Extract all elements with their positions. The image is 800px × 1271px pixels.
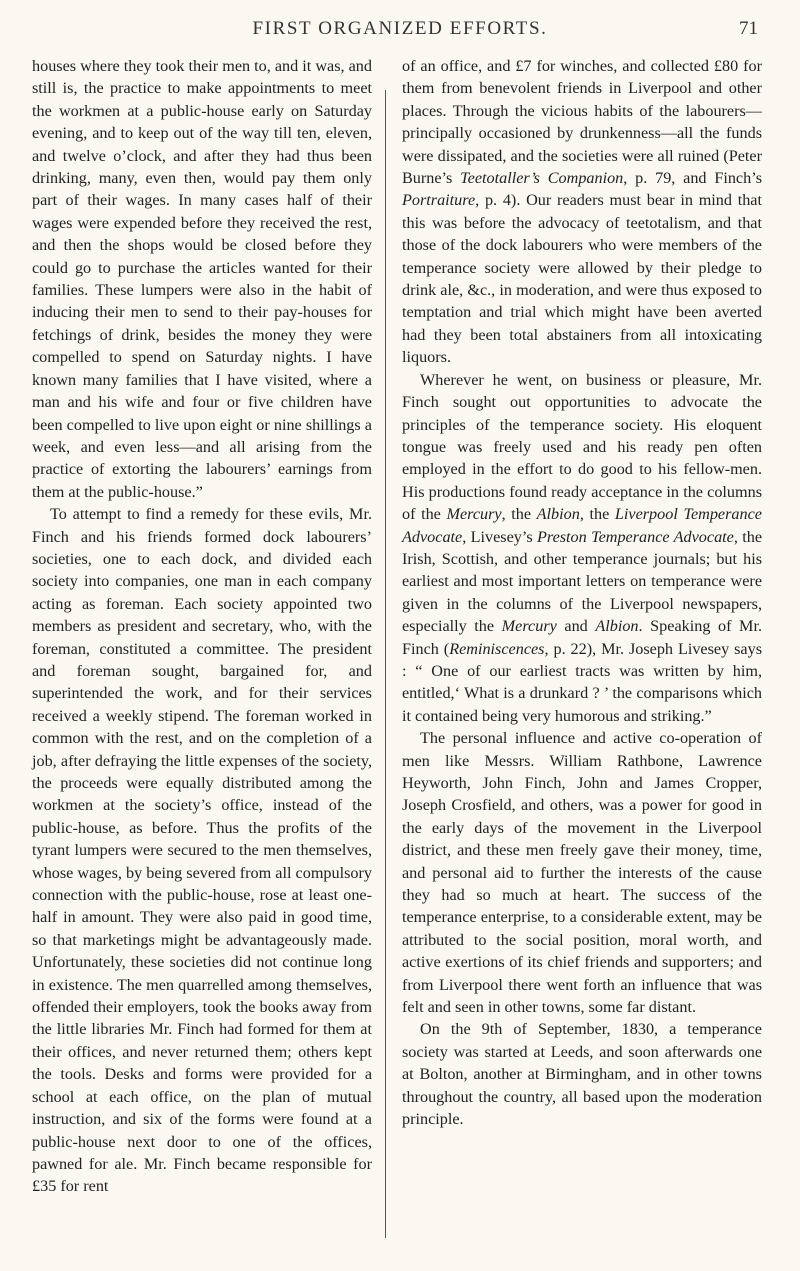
paragraph: houses where they took their men to, and it was, and still is, the practice to make appointments to meet the workmen at a public-house early on Saturday evening, and to keep out of the way till ten, eleven, and twelve o’clock, and after they had thus been drinking, many, even then, would pay them only part of their wages. In many cases half of their wages were expended before they received the rest, and then the shops would be closed before they could go to purchase the articles wanted for their families. These lumpers were also in the habit of inducing their men to send to their pay-houses for fetchings of drink, besides the money they were compelled to spend on Saturday nights. I have known many families that I have visited, where a man and his wife and four or five children have been compelled to live upon eight or nine shillings a week, and even less—and all arising from the practice of extorting the labourers’ earnings from them at the public-house.” (32, 57, 372, 501)
book-title: Teetotaller’s Companion (460, 169, 624, 188)
paragraph: of an office, and £7 for winches, and collected £80 for them from benevolent friends in Liverpool and other places. Through the vicious habits of the labourers—principally occasioned by drunkenness—all the funds were dissipated, and the societies were all ruined (Peter Burne’s Teetotaller’s Companion, p. 79, and Finch’s Portraiture, p. 4). Our readers must bear in mind that this was before the advocacy of teetotalism, and that those of the dock labourers who were members of the temperance society were allowed by their pledge to drink ale, &c., in moderation, and were thus exposed to temptation and trial which might have been averted had they been total abstainers from all intoxicating liquors. (402, 57, 762, 367)
right-column (402, 55, 762, 1131)
publication-title: Mercury (446, 505, 502, 524)
book-title: Portraiture (402, 191, 476, 210)
book-title: Reminiscences (449, 639, 545, 658)
publication-title: Albion (536, 505, 580, 524)
paragraph: Wherever he went, on business or pleasure, Mr. Finch sought out opportunities to advocate the principles of the temperance society. His eloquent tongue was freely used and his ready pen often employed in the effort to do good to his fellow-men. His productions found ready acceptance in the columns of the Mercury, the Albion, the Liverpool Temperance Advocate, Livesey’s Preston Temperance Advocate, the Irish, Scottish, and other temperance journals; but his earliest and most important letters on temperance were given in the columns of the Liverpool newspapers, especially the Mercury and Albion. Speaking of Mr. Finch (Reminiscences, p. 22), Mr. Joseph Livesey says : “ One of our earliest tracts was written by him, entitled,‘ What is a drunkard ? ’ the comparisons which it contained being very humorous and striking.” (402, 370, 763, 725)
column-divider (385, 90, 386, 1238)
paragraph: The personal influence and active co-operation of men like Messrs. William Rathbone, Lawrence Heyworth, John Finch, John and James Cropper, Joseph Crosfield, and others, was a power for good in the early days of the movement in the Liverpool district, and these men freely gave their money, time, and personal aid to further the interests of the cause they had so much at heart. The success of the temperance enterprise, to a considerable extent, may be attributed to the social position, moral worth, and active exertions of its chief friends and supporters; and from Liverpool there went forth an influence that was felt and seen in other towns, some far distant. (402, 729, 762, 1017)
publication-title: Preston Temperance Advocate (536, 527, 734, 546)
page-number: 71 (739, 18, 758, 39)
publication-title: Mercury (501, 617, 557, 636)
publication-title: Albion (595, 617, 639, 636)
page-header (0, 8, 800, 44)
left-column (32, 55, 372, 1198)
paragraph: On the 9th of September, 1830, a temperance society was started at Leeds, and soon afterwards one at Bolton, another at Birmingham, and in other towns throughout the country, all based upon the moderation principle. (402, 1020, 762, 1129)
running-title: FIRST ORGANIZED EFFORTS. (252, 18, 548, 39)
paragraph: To attempt to find a remedy for these evils, Mr. Finch and his friends formed dock labourers’ societies, one to each dock, and divided each society into companies, one man in each company acting as foreman. Each society appointed two members as president and secretary, who, with the foreman, constituted a committee. The president and foreman sought, bargained for, and superintended the work, and for their services received a weekly stipend. The foreman worked in common with the rest, and on the completion of a job, after defraying the little expenses of the society, the proceeds were equally distributed among the workmen at the society’s office, instead of the public-house, as before. Thus the profits of the tyrant lumpers were secured to the men themselves, whose wages, by being severed from all compulsory connection with the public-house, rose at least one-half in amount. They were also paid in good time, so that marketings might be advantageously made. Unfortunately, these societies did not continue long in existence. The men quarrelled among themselves, offended their employers, took the books away from the little libraries Mr. Finch had formed for them at their offices, and never returned them; others kept the tools. Desks and forms were provided for a school at each office, on the plan of mutual instruction, and six of the forms were found at a public-house next door to one of the offices, pawned for ale. Mr. Finch became responsible for £35 for rent (32, 505, 372, 1196)
publication-title: Liverpool Temperance Advocate (402, 505, 762, 546)
